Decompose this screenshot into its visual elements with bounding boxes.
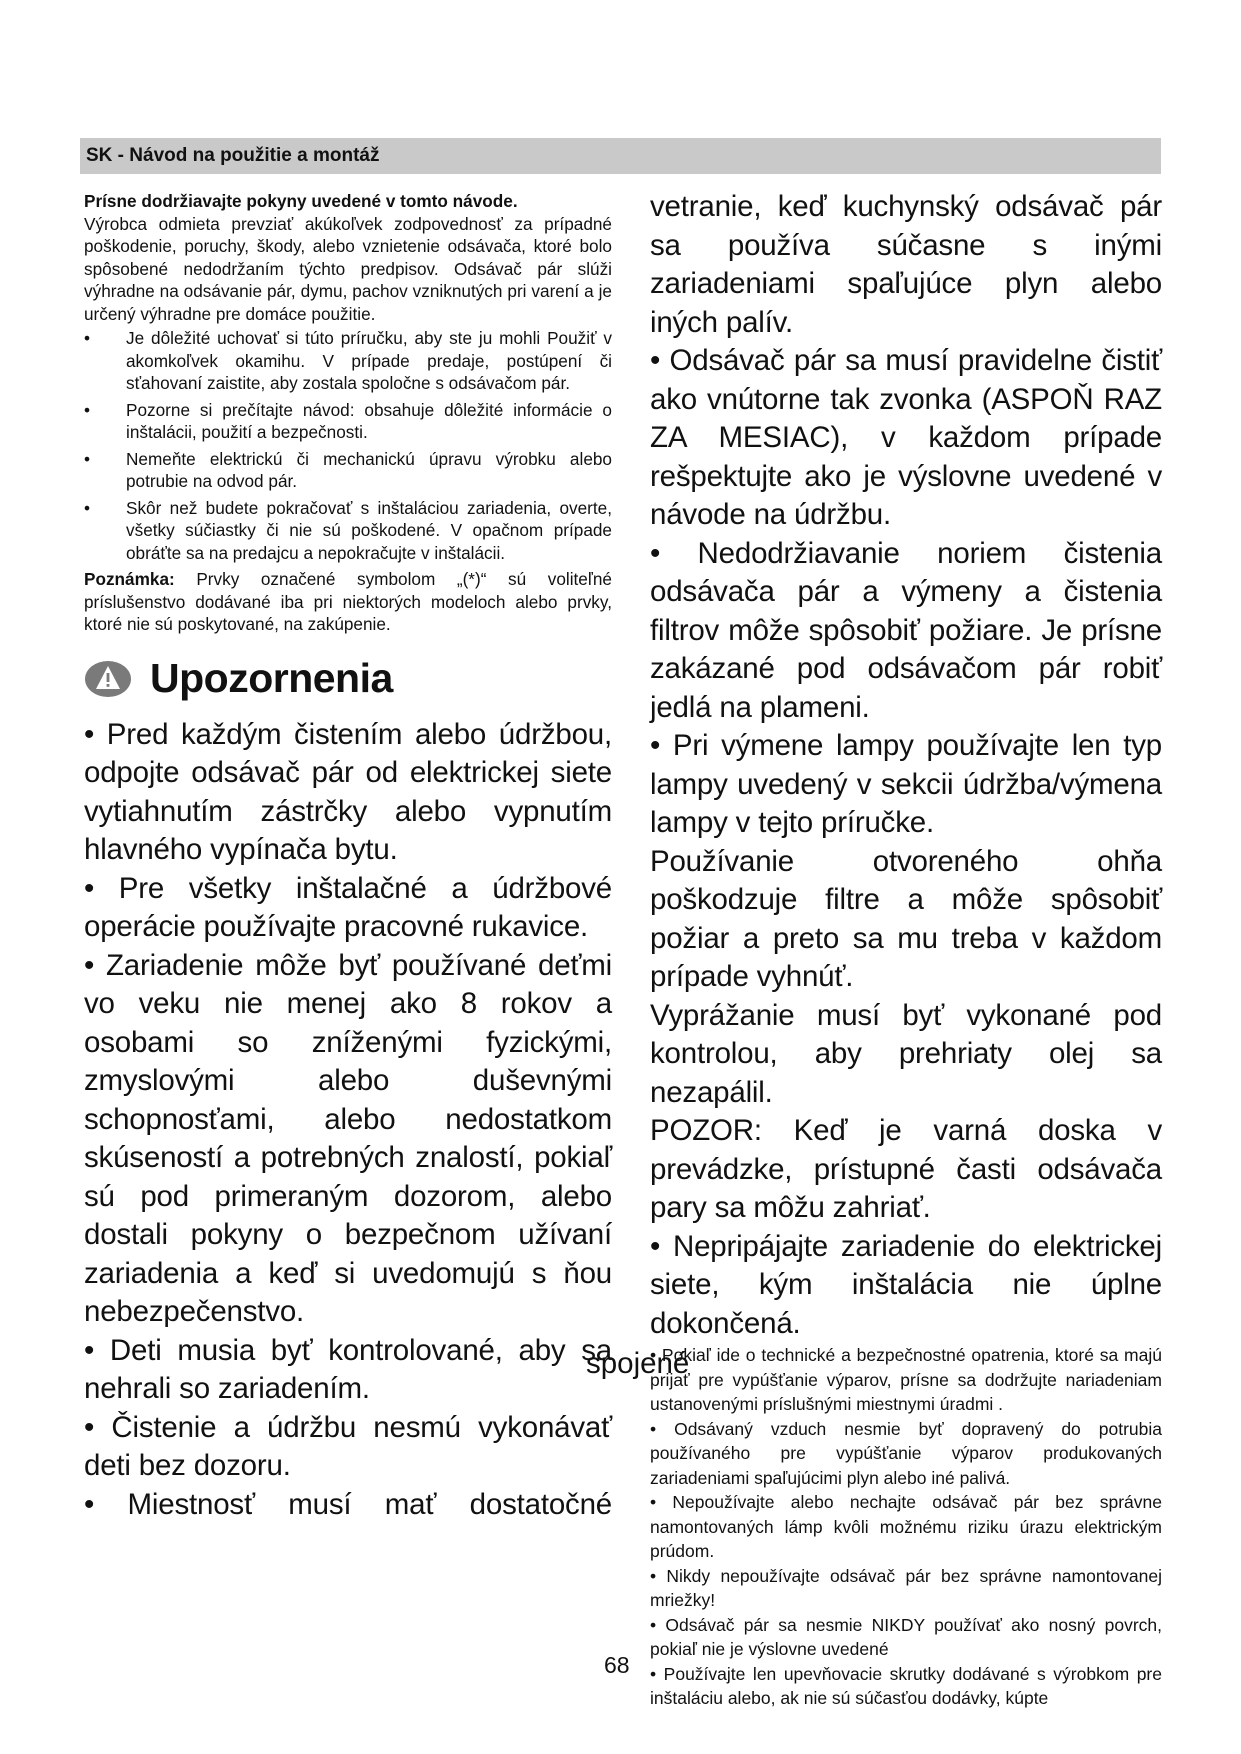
warning-paragraph: • Zariadenie môže byť používané deťmi vo veku nie menej ako 8 rokov a osobami so zníženými fyzickými, zmyslovými alebo duševnými schopnosťami, alebo nedostatkom skúseností a potrebných znalostí, pokiaľ sú pod primeraným dozorom, alebo dostali pokyny o bezpečnom užívaní zariadenia a keď si uvedomujú s ňou <box>84 948 612 1290</box>
small-warning: • Odsávač pár sa nesmie NIKDY používať ako nosný povrch, pokiaľ nie je výslovne uvedené <box>650 1614 1162 1659</box>
warning-paragraph: Vyprážanie musí byť vykonané pod kontrolou, aby prehriaty olej sa nezapálil. <box>650 998 1162 1109</box>
small-warning: • Nikdy nepoužívajte odsávač pár bez správne namontovanej mriežky! <box>650 1565 1162 1610</box>
warning-paragraph: • Pre všetky inštalačné a údržbové operácie používajte pracovné rukavice. <box>84 871 612 943</box>
left-column <box>84 190 612 1524</box>
warnings-heading <box>84 646 612 712</box>
overlap-word: spojené <box>586 1347 690 1380</box>
warning-paragraph: POZOR: Keď je varná doska v prevádzke, prístupné časti odsávača pary sa môžu zahriať. <box>650 1114 1162 1224</box>
small-warning: • Používajte len upevňovacie skrutky dodávané s výrobkom pre inštaláciu alebo, ak nie sú súčasťou dodávky, kúpte <box>650 1663 1162 1708</box>
list-item: • Skôr než budete pokračovať s inštaláciou zariadenia, overte, všetky súčiastky či nie sú poškodené. V opačnom prípade obráťte sa na predajcu a nepokračujte v inštalácii. <box>84 497 612 563</box>
warning-paragraph: • Miestnosť musí mať dostatočné <box>84 1487 612 1521</box>
note-text: Prvky označené symbolom „(*)“ sú voliteľné príslušenstvo dodávané iba pri niektorých modeloch alebo prvky, ktoré nie sú poskytované, na zakúpenie. <box>84 569 612 634</box>
intro-bold: Prísne dodržiavajte pokyny uvedené v tomto návode. <box>84 191 518 211</box>
intro-text: Výrobca odmieta prevziať akúkoľvek zodpovednosť za prípadné poškodenie, poruchy, škody, alebo vznietenie odsávača, ktoré bolo spôsobené nedodržaním týchto predpisov. Odsávač pár slúži výhradne na odsávanie pár, dymu, pachov vzniknutých pri varení a je určený výhradne pre domáce použitie. <box>84 213 612 324</box>
page-number: 68 <box>604 1652 630 1678</box>
section-header <box>80 138 1161 174</box>
warning-paragraph: • Deti musia byť kontrolované, aby sa nehrali so zariadením. <box>84 1333 612 1405</box>
warning-icon <box>84 659 132 699</box>
warnings-title: Upozornenia <box>150 655 393 701</box>
section-title: SK - Návod na použitie a montáž <box>86 145 380 166</box>
warning-paragraph: • Pri výmene lampy používajte len typ lampy uvedený v sekcii údržba/výmena lampy v tejto príručke. <box>650 729 1162 839</box>
list-item: • Pozorne si prečítajte návod: obsahuje dôležité informácie o inštalácii, použití a bezpečnosti. <box>84 399 612 442</box>
small-warning: • Odsávaný vzduch nesmie byť dopravený do potrubia používaného pre vypúšťanie výparov produkovaných zariadeniami spaľujúcimi plyn alebo iné palivá. <box>650 1418 1162 1488</box>
small-warning: • Pokiaľ ide o technické a bezpečnostné opatrenia, ktoré sa majú prijať pre vypúšťanie výparov, prísne sa dodržujte nariadeniam ustanovenými príslušnými miestnymi úradmi . <box>650 1345 1162 1414</box>
right-column <box>650 188 1162 1711</box>
warning-paragraph: • Nepripájajte zariadenie do elektrickej siete, kým inštalácia nie úplne dokončená. <box>650 1229 1162 1340</box>
small-warning: • Nepoužívajte alebo nechajte odsávač pár bez správne namontovaných lámp kvôli možnému riziku úrazu elektrickým prúdom. <box>650 1492 1162 1561</box>
intro-paragraph <box>84 190 612 325</box>
list-item: • Nemeňte elektrickú či mechanickú úpravu výrobku alebo potrubie na odvod pár. <box>84 448 612 491</box>
warning-paragraph: vetranie, keď kuchynský odsávač pár sa používa súčasne s inými zariadeniami spaľujúce plyn alebo iných palív. <box>650 190 1162 339</box>
warning-paragraph: Používanie otvoreného ohňa poškodzuje filtre a môže spôsobiť požiar a preto sa mu treba v každom prípade vyhnúť. <box>650 844 1162 993</box>
warning-paragraph: • Čistenie a údržbu nesmú vykonávať deti bez dozoru. <box>84 1410 612 1482</box>
list-item: • Je dôležité uchovať si túto príručku, aby ste ju mohli Použiť v akomkoľvek okamihu. V prípade predaje, postúpení či sťahovaní zaistite, aby zostala spoločne s odsávačom pár. <box>84 328 612 393</box>
warning-paragraph: • Odsávač pár sa musí pravidelne čistiť ako vnútorne tak zvonka (ASPOŇ RAZ ZA MESIAC), v každom prípade rešpektujte ako je výslovne uvedené v návode na údržbu. <box>650 344 1162 531</box>
warning-paragraph: • Pred každým čistením alebo údržbou, odpojte odsávač pár od elektrickej siete vytiahnutím zástrčky alebo vypnutím hlavného vypínača bytu. <box>84 717 612 866</box>
warning-paragraph: • Nedodržiavanie noriem čistenia odsávača pár a výmeny a čistenia filtrov môže spôsobiť požiare. Je prísne zakázané pod odsávačom pár robiť jedlá na plameni. <box>650 536 1162 724</box>
note-paragraph <box>84 568 612 636</box>
warning-paragraph: nebezpečenstvo. <box>84 1295 305 1328</box>
note-label: Poznámka: <box>84 569 175 589</box>
